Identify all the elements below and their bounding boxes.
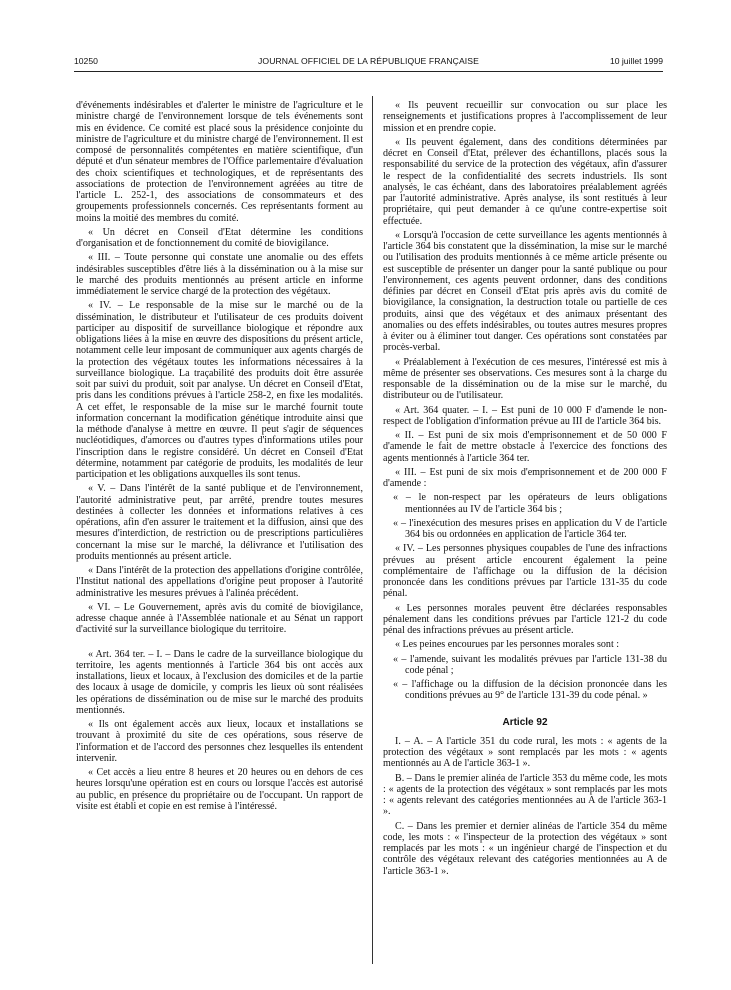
paragraph: « III. – Est puni de six mois d'emprisonnement et de 200 000 F d'amende : bbox=[383, 466, 667, 489]
paragraph: « VI. – Le Gouvernement, après avis du comité de biovigilance, adresse chaque année à l'Assemblée nationale et au Sénat un rapport d'activité sur la surveillance biologique du territoire. bbox=[76, 601, 363, 636]
list-item: « – l'affichage ou la diffusion de la décision prononcée dans les conditions prévues au 9° de l'article 131-39 du code pénal. » bbox=[393, 679, 667, 702]
paragraph: « II. – Est puni de six mois d'emprisonnement et de 50 000 F d'amende le fait de mettre obstacle à l'exercice des fonctions des agents mentionnés à l'article 364 ter. bbox=[383, 430, 667, 464]
paragraph: « Ils peuvent également, dans des conditions déterminées par décret en Conseil d'Etat, prélever des échantillons, placés sous la responsabilité du service de la protection des végétaux, afin d'assurer le respect de la confidentialité des secrets industriels. Ils sont analysés, le cas échéant, dans des laboratoires préalablement agréés par l'autorité administrative. Après analyse, ils sont restitués à leur propriétaire, qui peut demander à ce qu'une contre-expertise soit effectuée. bbox=[383, 136, 667, 227]
paragraph: B. – Dans le premier alinéa de l'article 353 du même code, les mots : « agents de la protection des végétaux » sont remplacés par les mots : « agents relevant des catégories mentionnées au A de l'article 363-1 ». bbox=[383, 772, 667, 818]
paragraph: « III. – Toute personne qui constate une anomalie ou des effets indésirables susceptibles d'être liés à la dissémination ou à la mise sur le marché des produits mentionnés au présent article en informe immédiatement le service chargé de la protection des végétaux. bbox=[76, 252, 363, 297]
column-divider bbox=[372, 96, 373, 964]
paragraph: « Préalablement à l'exécution de ces mesures, l'intéressé est mis à même de présenter ses observations. Ces mesures sont à la charge du responsable de la dissémination ou de la mise sur le marché, du distributeur ou de l'utilisateur. bbox=[383, 356, 667, 402]
paragraph: d'événements indésirables et d'alerter le ministre de l'agriculture et le ministre chargé de l'environnement lorsque de tels événements sont mis en évidence. Ce comité est placé sous la présidence conjointe du ministre de l'agriculture et du ministre chargé de l'environnement. Il est composé de personnalités compétentes en matière scientifique, d'un député et d'un sénateur membres de l'Office parlementaire d'évaluation des choix scientifiques et technologiques, et de représentants des associations de protection de l'environnement agréées au titre de l'article L. 252-1, des associations de consommateurs et des groupements professionnels concernés. Ces représentants forment au moins la moitié des membres du comité. bbox=[76, 100, 363, 224]
paragraph: « Ils peuvent recueillir sur convocation ou sur place les renseignements et justifications propres à l'accomplissement de leur mission et en prendre copie. bbox=[383, 100, 667, 134]
paragraph: « Les personnes morales peuvent être déclarées responsables pénalement dans les conditions prévues par l'article 121-2 du code pénal des infractions prévues au présent article. bbox=[383, 602, 667, 636]
page-number: 10250 bbox=[74, 56, 98, 66]
paragraph: I. – A. – A l'article 351 du code rural, les mots : « agents de la protection des végétaux » sont remplacés par les mots : « agents mentionnés au A de l'article 363-1 ». bbox=[383, 735, 667, 770]
paragraph: « Ils ont également accès aux lieux, locaux et installations se trouvant à proximité du site de ces opérations, sous réserve de l'information et de l'accord des personnes chez lesquelles ils entendent intervenir. bbox=[76, 719, 363, 764]
list-item: « – l'amende, suivant les modalités prévues par l'article 131-38 du code pénal ; bbox=[393, 653, 667, 676]
paragraph: « Les peines encourues par les personnes morales sont : bbox=[395, 639, 620, 651]
header-rule bbox=[74, 71, 663, 72]
paragraph: « Art. 364 quater. – I. – Est puni de 10 000 F d'amende le non-respect de l'obligation d'information prévue au III de l'article 364 bis. bbox=[383, 404, 667, 427]
list-item: « – le non-respect par les opérateurs de leurs obligations mentionnées au IV de l'article 364 bis ; bbox=[393, 492, 667, 515]
article-heading: Article 92 bbox=[502, 716, 548, 728]
journal-title: JOURNAL OFFICIEL DE LA RÉPUBLIQUE FRANÇAISE bbox=[258, 56, 479, 66]
paragraph: « Art. 364 ter. – I. – Dans le cadre de la surveillance biologique du territoire, les agents mentionnés à l'article 364 bis ont accès aux installations, lieux et locaux, à l'exclusion des domiciles et de la partie des locaux à usage de domicile, y compris les lieux où sont réalisées les opérations de dissémination ou de mise sur le marché des produits mentionnés. bbox=[76, 648, 363, 716]
paragraph: « Lorsqu'à l'occasion de cette surveillance les agents mentionnés à l'article 364 bis constatent que la dissémination, la mise sur le marché ou l'utilisation des produits mentionnés à ce même article présente ou est susceptible de présenter un danger pour la santé publique ou pour l'environnement, ces agents peuvent ordonner, dans des conditions définies par décret en Conseil d'Etat pris après avis du comité de biovigilance, la consignation, la destruction totale ou partielle de ces produits, ainsi que des végétaux et des animaux présentant des anomalies ou des effets indésirables, ou toutes autres mesures propres à éviter ou à éliminer tout danger. Ces opérations sont constatées par procès-verbal. bbox=[383, 229, 667, 354]
paragraph: C. – Dans les premier et dernier alinéas de l'article 354 du même code, les mots : « l'inspecteur de la protection des végétaux » sont remplacés par les mots : « un ingénieur chargé de l'inspection et du contrôle des végétaux relevant des catégories mentionnées au A de l'article 363-1 ». bbox=[383, 820, 667, 877]
paragraph: « IV. – Le responsable de la mise sur le marché ou de la dissémination, le distributeur et l'utilisateur de ces produits doivent participer au dispositif de surveillance biologique et répondre aux obligations liées à la mise en œuvre des dispositions du présent article, notamment celle leur imposant de communiquer aux agents chargés de la protection des végétaux toutes les informations nécessaires à la surveillance biologique. La traçabilité des produits doit être assurée soit par suivi du produit, soit par analyse. Un décret en Conseil d'Etat, pris dans les conditions prévues à l'article 258-2, en fixe les modalités. A cet effet, le responsable de la mise sur le marché fournit toute information concernant la modification génétique introduite ainsi que la méthode d'analyse à mettre en œuvre. Il peut s'agir de séquences nucléotidiques, d'amorces ou d'autres types d'informations utiles pour l'inscription dans le registre considéré. Un décret en Conseil d'Etat détermine, notamment par catégorie de produits, les modalités de leur participation et les obligations auxquelles ils sont tenus. bbox=[76, 300, 363, 480]
paragraph: « V. – Dans l'intérêt de la santé publique et de l'environnement, l'autorité administrative peut, par arrêté, prendre toutes mesures destinées à collecter les données et informations relatives à ces opérations, afin d'en assurer le traitement et la diffusion, ainsi que des mesures d'interdiction, de restriction ou de prescriptions particulières concernant la mise sur le marché, la délivrance et l'utilisation des produits mentionnés au présent article. bbox=[76, 483, 363, 562]
right-column bbox=[383, 100, 667, 880]
left-column bbox=[76, 100, 363, 815]
paragraph: « Dans l'intérêt de la protection des appellations d'origine contrôlée, l'Institut national des appellations d'origine peut proposer à l'autorité administrative les mesures prévues à l'alinéa précédent. bbox=[76, 565, 363, 599]
page-header bbox=[74, 56, 663, 70]
list-item: « – l'inexécution des mesures prises en application du V de l'article 364 bis ou ordonnées en application de l'article 364 ter. bbox=[393, 517, 667, 540]
paragraph: « IV. – Les personnes physiques coupables de l'une des infractions prévues au présent article encourent également la peine complémentaire de l'affichage ou la diffusion de la décision prononcée dans les conditions prévues par l'article 131-35 du code pénal. bbox=[383, 543, 667, 600]
paragraph: « Un décret en Conseil d'Etat détermine les conditions d'organisation et de fonctionnement du comité de biovigilance. bbox=[76, 226, 363, 249]
publication-date: 10 juillet 1999 bbox=[609, 56, 663, 66]
paragraph: « Cet accès a lieu entre 8 heures et 20 heures ou en dehors de ces heures lorsqu'une opération est en cours ou lorsque l'accès est autorisé au public, en présence du propriétaire ou de l'occupant. Un rapport de visite est établi et copie en est remise à l'intéressé. bbox=[76, 767, 363, 812]
